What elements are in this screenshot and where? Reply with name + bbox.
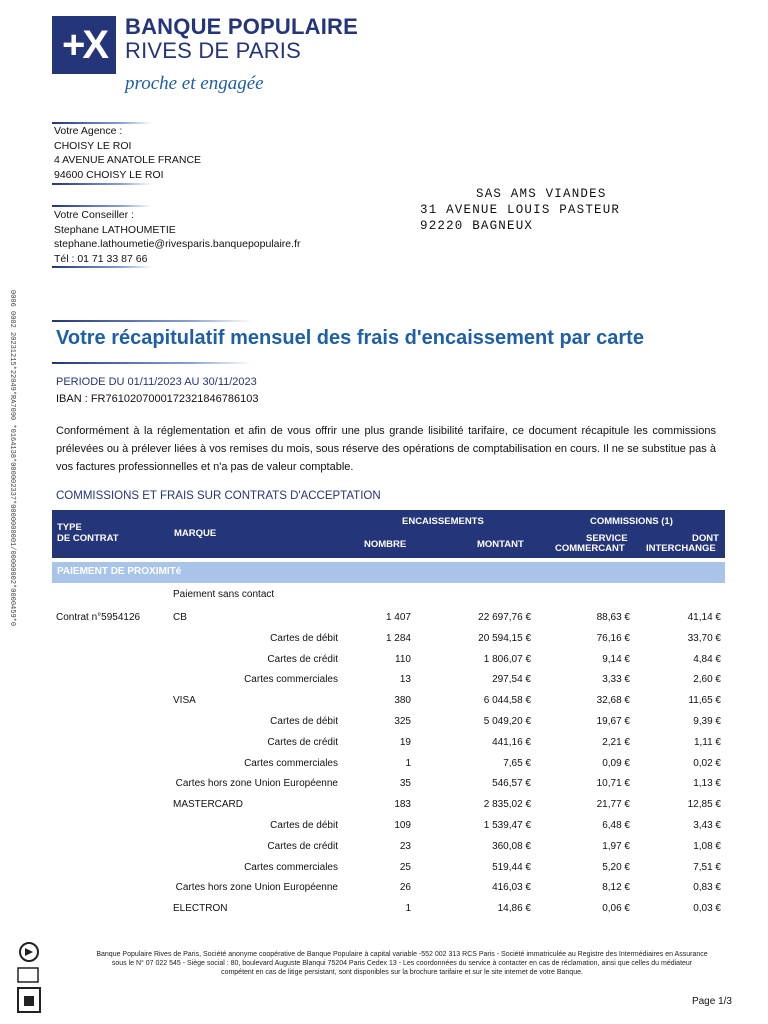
cell-montant: 14,86 € — [497, 903, 531, 915]
cell-dont: 11,65 € — [688, 695, 721, 707]
table-row — [52, 654, 725, 668]
row-label: Cartes hors zone Union Européenne — [175, 882, 338, 894]
brand-name-line2: RIVES DE PARIS — [125, 38, 301, 63]
agency-city: 94600 CHOISY LE ROI — [54, 168, 164, 181]
advisor-name: Stephane LATHOUMETIE — [54, 223, 176, 236]
cell-dont: 1,08 € — [693, 840, 721, 852]
cell-service: 32,68 € — [596, 695, 630, 707]
footer-legal — [52, 950, 752, 977]
header-encaissements: ENCAISSEMENTS — [402, 516, 484, 527]
header-type: TYPE — [57, 522, 82, 533]
header-montant: MONTANT — [477, 539, 524, 550]
agency-address: 4 AVENUE ANATOLE FRANCE — [54, 154, 202, 166]
cell-montant: 5 049,20 € — [483, 716, 531, 727]
cell-service: 3,33 € — [602, 674, 630, 686]
table-row — [52, 862, 725, 876]
row-label: Cartes de crédit — [267, 840, 338, 852]
advisor-label: Votre Conseiller : — [54, 209, 134, 221]
row-label: Cartes de débit — [270, 716, 338, 727]
cell-service: 76,16 € — [596, 632, 630, 644]
advisor-block — [54, 208, 300, 266]
cell-nombre: 1 407 — [385, 612, 411, 623]
table-subhead — [52, 589, 725, 603]
row-label: Cartes de crédit — [267, 736, 338, 748]
divider — [52, 266, 152, 268]
divider — [52, 320, 252, 322]
cell-service: 6,48 € — [602, 820, 630, 831]
cell-montant: 6 044,58 € — [483, 695, 531, 707]
cell-montant: 441,16 € — [492, 736, 531, 748]
cell-service: 88,63 € — [596, 612, 630, 623]
cell-dont: 0,83 € — [693, 882, 721, 894]
table-row — [52, 903, 725, 917]
cell-nombre: 13 — [399, 674, 411, 686]
table-row — [52, 758, 725, 772]
header-interchange: INTERCHANGE — [646, 543, 716, 554]
cell-nombre: 23 — [399, 840, 411, 852]
row-label: Cartes hors zone Union Européenne — [175, 778, 338, 790]
row-label: Cartes de débit — [270, 820, 338, 831]
table-row — [52, 612, 725, 626]
row-label: MASTERCARD — [173, 799, 244, 811]
footer-line: Banque Populaire Rives de Paris, Société anonyme coopérative de Banque Populaire à capital variable -552 002 313 RCS Paris - Société immatriculée au Registre des Intermédiaires en Assurance — [96, 951, 708, 958]
header-commissions: COMMISSIONS (1) — [590, 516, 673, 527]
table-row — [52, 799, 725, 813]
cell-service: 19,67 € — [596, 716, 630, 727]
cell-dont: 0,03 € — [693, 903, 721, 915]
row-label: Cartes commerciales — [244, 674, 338, 686]
cell-montant: 7,65 € — [503, 757, 531, 769]
header-service-2: COMMERCANT — [555, 543, 625, 554]
agency-name: CHOISY LE ROI — [54, 139, 132, 152]
cell-nombre: 109 — [394, 820, 411, 831]
period: PERIODE DU 01/11/2023 AU 30/11/2023 — [56, 376, 257, 388]
cell-service: 0,06 € — [602, 903, 630, 915]
page-title: Votre récapitulatif mensuel des frais d'encaissement par carte — [56, 327, 644, 349]
cell-montant: 2 835,02 € — [483, 799, 531, 811]
cell-service: 10,71 € — [596, 778, 630, 790]
cell-nombre: 380 — [394, 695, 411, 707]
header-nombre: NOMBRE — [364, 539, 407, 550]
table-row — [52, 778, 725, 792]
cell-service: 2,21 € — [602, 736, 630, 748]
cell-montant: 1 539,47 € — [483, 820, 531, 831]
cell-montant: 20 594,15 € — [478, 632, 531, 644]
bank-logo-mark: +X — [52, 16, 116, 74]
contract-number: Contrat n°5954126 — [56, 612, 141, 623]
header-dont: DONT — [692, 533, 719, 544]
table-header — [52, 510, 725, 558]
table-row — [52, 716, 725, 730]
row-label: Cartes commerciales — [244, 861, 338, 873]
section-title: COMMISSIONS ET FRAIS SUR CONTRATS D'ACCEPTATION — [56, 490, 381, 502]
row-label: VISA — [173, 695, 196, 707]
agency-label: Votre Agence : — [54, 125, 123, 137]
recycle-info-icon — [14, 940, 44, 1016]
cell-nombre: 19 — [399, 736, 411, 748]
cell-montant: 22 697,76 € — [478, 612, 531, 623]
cell-dont: 4,84 € — [693, 653, 721, 665]
row-label: ELECTRON — [173, 903, 228, 915]
table-row — [52, 737, 725, 751]
table-row — [52, 820, 725, 834]
section-band — [52, 562, 725, 583]
cell-dont: 1,13 € — [693, 778, 721, 790]
row-label: Cartes commerciales — [244, 757, 338, 769]
table-row — [52, 695, 725, 709]
cell-nombre: 26 — [399, 882, 411, 894]
row-label: Cartes de débit — [270, 632, 338, 644]
footer-line: sous le N° 07 022 545 - Siège social : 80, boulevard Auguste Blanqui 75204 Paris Cedex 13 - Les coordonnées du service à contacter en cas de réclamation, ainsi que celles du médiateur — [111, 960, 693, 967]
recipient-city: 92220 BAGNEUX — [420, 219, 534, 233]
recipient-address — [420, 186, 620, 234]
header-marque: MARQUE — [174, 528, 217, 539]
cell-montant: 546,57 € — [492, 778, 531, 790]
cell-service: 21,77 € — [596, 799, 630, 811]
cell-nombre: 1 — [405, 757, 411, 769]
cell-nombre: 1 284 — [385, 632, 411, 644]
cell-nombre: 325 — [394, 716, 411, 727]
divider — [52, 205, 152, 207]
cell-dont: 7,51 € — [693, 861, 721, 873]
cell-dont: 9,39 € — [693, 716, 721, 727]
cell-dont: 2,60 € — [693, 674, 721, 686]
cell-montant: 297,54 € — [492, 674, 531, 686]
iban: IBAN : FR7610207000172321846786103 — [56, 393, 259, 405]
row-label: Cartes de crédit — [267, 653, 338, 665]
header-service: SERVICE — [586, 533, 628, 544]
band-label: PAIEMENT DE PROXIMITé — [57, 566, 182, 577]
intro-paragraph: Conformément à la réglementation et afin de vous offrir une plus grande lisibilité tarifaire, ce document récapitule les commissions prélevées ou à prélever liées à vos remises du mois, sous réserve des opérations de comptabilisation en cours. Il ne se substitue pas à vos factures professionnelles et n'a pas de valeur comptable. — [56, 425, 716, 473]
recipient-name: SAS AMS VIANDES — [476, 187, 607, 201]
footer-line: compétent en cas de litige persistant, sont disponibles sur la brochure tarifaire et sur le site internet de votre Banque. — [221, 969, 583, 976]
cell-nombre: 25 — [399, 861, 411, 873]
divider — [52, 183, 152, 185]
cell-dont: 41,14 € — [687, 612, 721, 623]
cell-dont: 3,43 € — [693, 820, 721, 831]
cell-service: 1,97 € — [602, 840, 630, 852]
agency-block — [54, 124, 201, 182]
table-row — [52, 674, 725, 688]
table-row — [52, 882, 725, 896]
cell-montant: 360,08 € — [492, 840, 531, 852]
subhead-label: Paiement sans contact — [173, 589, 275, 600]
cell-nombre: 35 — [399, 778, 411, 790]
cell-service: 9,14 € — [602, 653, 630, 665]
recipient-street: 31 AVENUE LOUIS PASTEUR — [420, 203, 621, 217]
divider — [52, 362, 252, 364]
cell-dont: 1,11 € — [693, 736, 721, 748]
brand-name-line1: BANQUE POPULAIRE — [125, 14, 358, 39]
advisor-phone: Tél : 01 71 33 87 66 — [54, 252, 148, 265]
cell-nombre: 183 — [394, 799, 411, 811]
cell-montant: 1 806,07 € — [483, 653, 531, 665]
cell-service: 5,20 € — [602, 861, 630, 873]
brand-tagline: proche et engagée — [125, 73, 264, 94]
table-row — [52, 633, 725, 647]
cell-dont: 33,70 € — [687, 632, 721, 644]
cell-service: 8,12 € — [602, 882, 630, 894]
cell-montant: 519,44 € — [492, 861, 531, 873]
header-type-2: DE CONTRAT — [57, 533, 119, 544]
advisor-email[interactable]: stephane.lathoumetie@rivesparis.banquepopulaire.fr — [54, 238, 301, 250]
side-reference-code: 0006 0002 20231215*22049*RA7090 *0164138*000002337*0000000001/00000002*0000459*0 — [8, 290, 16, 627]
page-number: Page 1/3 — [691, 996, 732, 1007]
cell-nombre: 1 — [405, 903, 411, 915]
table-row — [52, 841, 725, 855]
cell-dont: 12,85 € — [687, 799, 721, 811]
cell-service: 0,09 € — [602, 757, 630, 769]
cell-montant: 416,03 € — [492, 882, 531, 894]
row-label: CB — [173, 612, 187, 623]
cell-nombre: 110 — [395, 653, 411, 665]
cell-dont: 0,02 € — [693, 757, 721, 769]
